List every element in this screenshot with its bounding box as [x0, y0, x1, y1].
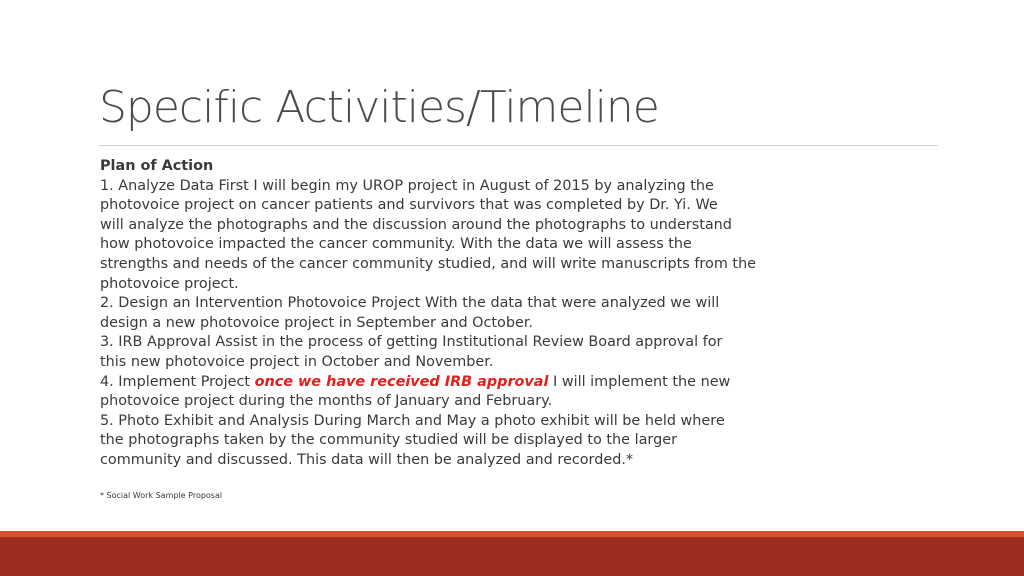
emphasis-text: once we have received IRB approval — [254, 373, 549, 390]
body-line: photovoice project during the months of January and February. — [100, 393, 553, 410]
slide-title: Specific Activities/Timeline — [99, 82, 659, 133]
body-line: 5. Photo Exhibit and Analysis During March and May a photo exhibit will be held where — [100, 412, 725, 429]
section-heading: Plan of Action — [100, 158, 214, 174]
body-line: will analyze the photographs and the discussion around the photographs to understand — [100, 216, 732, 233]
body-line: 1. Analyze Data First I will begin my UROP project in August of 2015 by analyzing the — [100, 177, 714, 194]
body-line: community and discussed. This data will then be analyzed and recorded.* — [100, 451, 634, 468]
slide-body — [100, 157, 790, 471]
item4-suffix: I will implement the new — [548, 373, 731, 390]
body-line: 2. Design an Intervention Photovoice Project With the data that were analyzed we will — [100, 295, 720, 312]
body-line: the photographs taken by the community studied will be displayed to the larger — [100, 432, 677, 449]
title-divider — [99, 145, 938, 146]
footer-bar — [0, 537, 1024, 576]
body-line: strengths and needs of the cancer community studied, and will write manuscripts from the — [100, 255, 757, 272]
item4-prefix: 4. Implement Project — [100, 373, 255, 390]
body-line-item-4 — [100, 373, 790, 393]
body-line: design a new photovoice project in September and October. — [100, 314, 534, 331]
body-line: photovoice project. — [100, 275, 239, 292]
body-line: how photovoice impacted the cancer community. With the data we will assess the — [100, 236, 692, 253]
body-line: 3. IRB Approval Assist in the process of getting Institutional Review Board approval for — [100, 334, 723, 351]
body-line: photovoice project on cancer patients and survivors that was completed by Dr. Yi. We — [100, 197, 718, 214]
body-line: this new photovoice project in October and November. — [100, 353, 494, 370]
footnote: * Social Work Sample Proposal — [100, 491, 223, 500]
